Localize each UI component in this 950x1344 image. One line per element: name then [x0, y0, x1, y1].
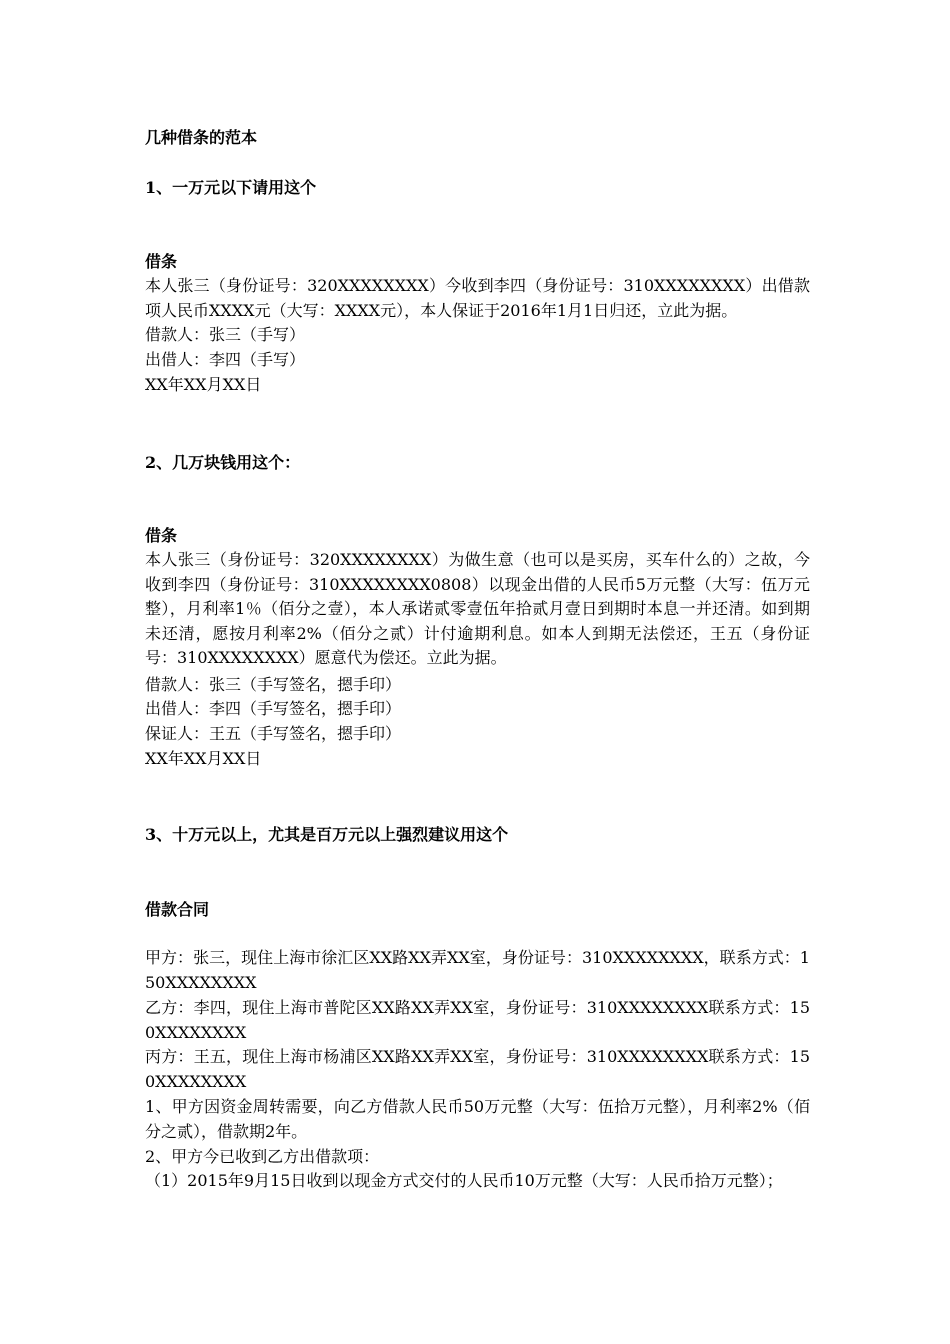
party-c: 丙方：王五，现住上海市杨浦区XX路XX弄XX室，身份证号：310XXXXXXXX联系方式：150XXXXXXXX	[145, 1047, 810, 1091]
note-title-2: 借条	[145, 526, 178, 545]
date-line-2: XX年XX月XX日	[145, 749, 262, 768]
note-title-1: 借条	[145, 252, 178, 271]
date-line-1: XX年XX月XX日	[145, 375, 262, 394]
note-body-2: 本人张三（身份证号：320XXXXXXXX）为做生意（也可以是买房，买车什么的）之故，今收到李四（身份证号：310XXXXXXXX0808）以现金出借的人民币5万元整（大写：伍万元整），月利率1％（佰分之壹），本人承诺贰零壹伍年拾贰月壹日到期时本息一并还清。如到期未还清，愿按月利率2%（佰分之贰）计付逾期利息。如本人到期无法偿还，王五（身份证号：310XXXXXXXX）愿意代为偿还。立此为据。	[145, 550, 810, 667]
borrower-line-2: 借款人：张三（手写签名，摁手印）	[145, 675, 402, 694]
clause-2: 2、甲方今已收到乙方出借款项：	[145, 1147, 380, 1166]
document-title: 几种借条的范本	[145, 128, 258, 147]
party-b: 乙方：李四，现住上海市普陀区XX路XX弄XX室，身份证号：310XXXXXXXX联系方式：150XXXXXXXX	[145, 998, 810, 1042]
lender-line-1: 出借人：李四（手写）	[145, 350, 306, 369]
note-body-1: 本人张三（身份证号：320XXXXXXXX）今收到李四（身份证号：310XXXXXXXX）出借款项人民币XXXX元（大写：XXXX元），本人保证于2016年1月1日归还，立此为据。	[145, 276, 810, 320]
lender-line-2: 出借人：李四（手写签名，摁手印）	[145, 699, 402, 718]
section-heading-3: 3、十万元以上，尤其是百万元以上强烈建议用这个	[145, 825, 509, 844]
clause-2-1: （1）2015年9月15日收到以现金方式交付的人民币10万元整（大写：人民币拾万元整）；	[145, 1171, 783, 1190]
contract-title: 借款合同	[145, 900, 210, 919]
party-a: 甲方：张三，现住上海市徐汇区XX路XX弄XX室，身份证号：310XXXXXXXX，联系方式：150XXXXXXXX	[145, 948, 810, 992]
section-heading-2: 2、几万块钱用这个：	[145, 453, 301, 472]
guarantor-line-2: 保证人：王五（手写签名，摁手印）	[145, 724, 402, 743]
clause-1: 1、甲方因资金周转需要，向乙方借款人民币50万元整（大写：伍拾万元整），月利率2%（佰分之贰），借款期2年。	[145, 1097, 810, 1141]
section-heading-1: 1、一万元以下请用这个	[145, 178, 317, 197]
borrower-line-1: 借款人：张三（手写）	[145, 325, 306, 344]
